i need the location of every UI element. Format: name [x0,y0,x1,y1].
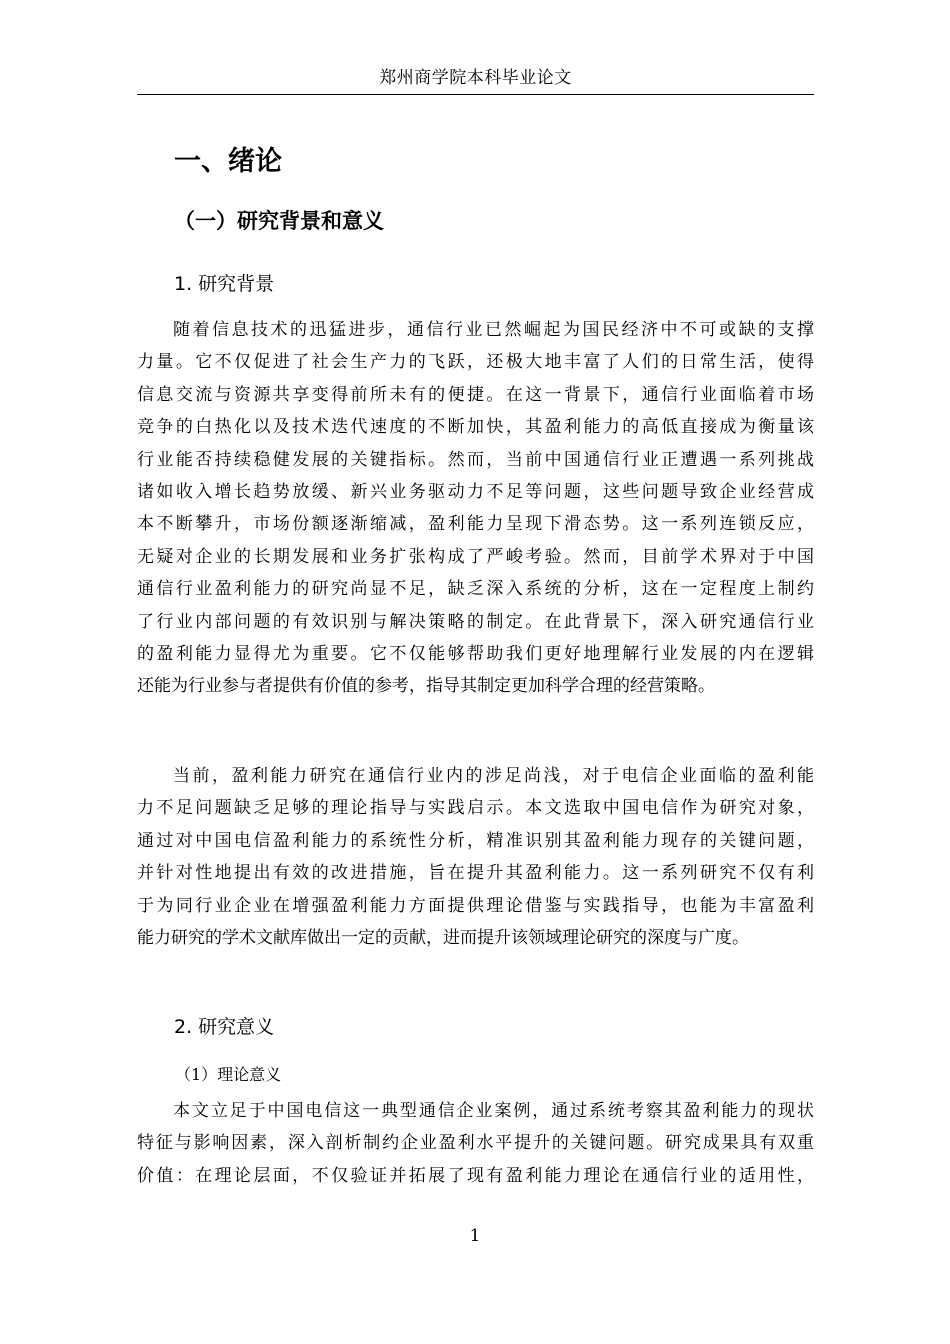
text-line: 于为同行业企业在增强盈利能力方面提供理论借鉴与实践指导，也能为丰富盈利 [137,895,814,916]
text-line: 本不断攀升，市场份额逐渐缩减，盈利能力呈现下滑态势。这一系列连锁反应， [137,514,814,535]
text-line: 还能为行业参与者提供有价值的参考，指导其制定更加科学合理的经营策略。 [137,676,715,697]
paragraph-background-1 [137,314,814,703]
subsection-title-significance: 2. 研究意义 [174,1016,275,1038]
running-header: 郑州商学院本科毕业论文 [379,68,572,88]
text-line: 通信行业盈利能力的研究尚显不足，缺乏深入系统的分析，这在一定程度上制约 [137,579,814,600]
chapter-title: 一、绪论 [174,146,282,177]
text-line: 并针对性地提出有效的改进措施，旨在提升其盈利能力。这一系列研究不仅有利 [137,863,814,884]
text-line: 诸如收入增长趋势放缓、新兴业务驱动力不足等问题，这些问题导致企业经营成 [137,481,814,502]
text-line: 力量。它不仅促进了社会生产力的飞跃，还极大地丰富了人们的日常生活，使得 [137,352,814,373]
text-line: 随着信息技术的迅猛进步，通信行业已然崛起为国民经济中不可或缺的支撑 [173,320,814,340]
text-line: 无疑对企业的长期发展和业务扩张构成了严峻考验。然而，目前学术界对于中国 [137,546,814,567]
text-line: 了行业内部问题的有效识别与解决策略的制定。在此背景下，深入研究通信行业 [137,611,814,632]
text-line: 的盈利能力显得尤为重要。它不仅能够帮助我们更好地理解行业发展的内在逻辑 [137,643,814,664]
section-title: （一）研究背景和意义 [174,209,384,233]
text-line: 价值：在理论层面，不仅验证并拓展了现有盈利能力理论在通信行业的适用性， [137,1165,814,1186]
text-line: 竞争的白热化以及技术迭代速度的不断加快，其盈利能力的高低直接成为衡量该 [137,417,814,438]
page-number: 1 [469,1226,481,1246]
text-line: 力不足问题缺乏足够的理论指导与实践启示。本文选取中国电信作为研究对象， [137,798,814,819]
paragraph-theory [137,1095,814,1192]
text-line: 通过对中国电信盈利能力的系统性分析，精准识别其盈利能力现存的关键问题， [137,830,814,851]
text-line: 特征与影响因素，深入剖析制约企业盈利水平提升的关键问题。研究成果具有双重 [137,1133,814,1154]
text-line: 信息交流与资源共享变得前所未有的便捷。在这一背景下，通信行业面临着市场 [137,384,814,405]
paragraph-background-2 [137,760,814,954]
header-divider [137,94,814,95]
text-line: 能力研究的学术文献库做出一定的贡献，进而提升该领域理论研究的深度与广度。 [137,927,749,948]
text-line: 当前，盈利能力研究在通信行业内的涉足尚浅，对于电信企业面临的盈利能 [173,766,814,786]
text-line: 本文立足于中国电信这一典型通信企业案例，通过系统考察其盈利能力的现状 [173,1101,814,1121]
text-line: 行业能否持续稳健发展的关键指标。然而，当前中国通信行业正遭遇一系列挑战 [137,449,814,470]
theory-significance-title: （1）理论意义 [175,1065,282,1084]
subsection-title-background: 1. 研究背景 [174,273,275,295]
